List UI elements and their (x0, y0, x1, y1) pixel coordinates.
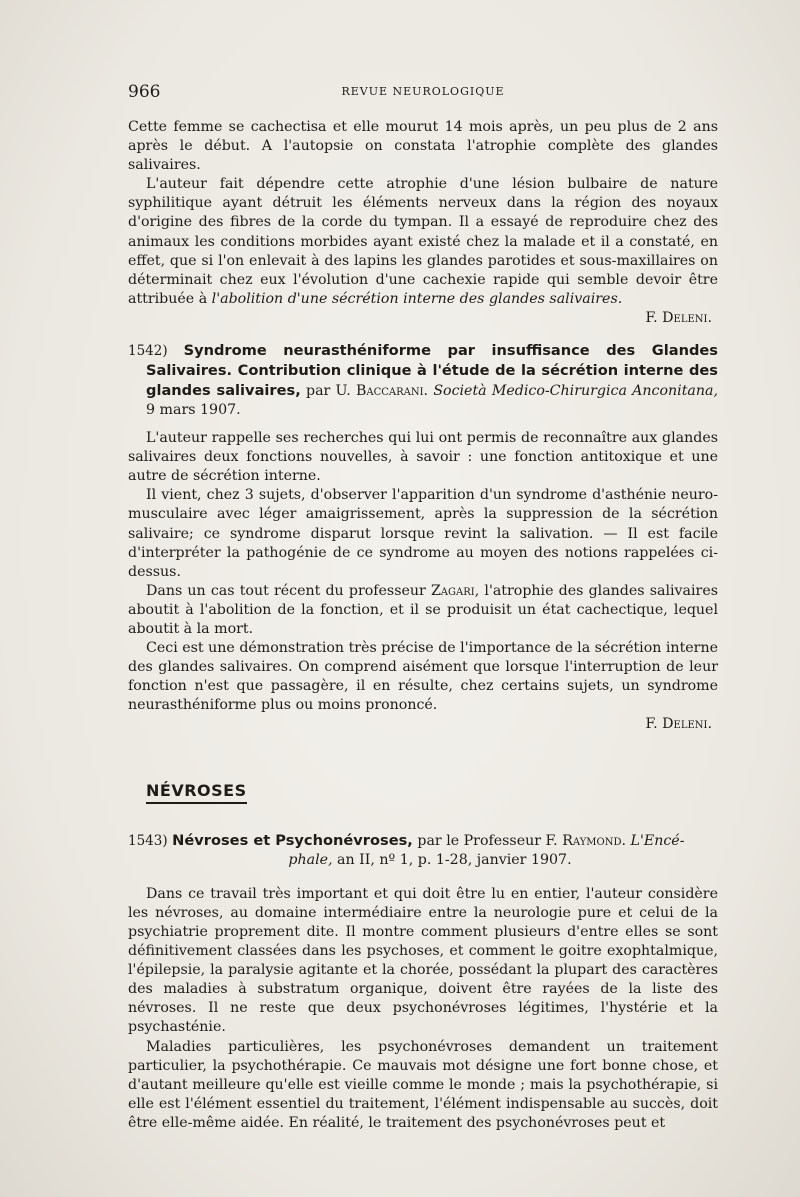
paragraph-text: Il vient, chez 3 sujets, d'observer l'apparition d'un syndrome d'asthénie neuro-musculaire avec léger amaigrissement, après la suppression de la sécrétion salivaire; ce syndrome disparut lorsque revint la salivation. — Il est facile d'interpréter la pathogénie de ce syndrome au moyen des notions rappelées ci-dessus. (128, 487, 718, 580)
entry-number: 1543) (128, 832, 168, 849)
paragraph-text: Dans ce travail très important et qui doit être lu en entier, l'auteur considère les névroses, au domaine intermédiaire entre la neurologie pure et celui de la psychiatrie proprement dite. Il montre comment plusieurs d'entre elles se sont définitivement classées dans les psychoses, et comment le goitre exophtalmique, l'épilepsie, la paralysie agitante et la chorée, possédant la plupart des caractères des maladies à substratum organique, doivent être rayées de la liste des névroses. Il ne reste que deux psychonévroses légitimes, l'hystérie et la psychasténie. (128, 885, 718, 1036)
entry-journal: L'Encé- (630, 832, 685, 849)
entry-title: Syndrome neurasthéniforme par insuffisance des Glandes Salivaires. Contribution clinique à l'étude de la sécrétion interne des glandes salivaires, (146, 342, 718, 400)
paragraph (128, 1038, 718, 1133)
paragraph-text: Dans un cas tout récent du professeur (146, 582, 431, 599)
signature: F. Deleni. (645, 309, 712, 326)
running-head: REVUE NEUROLOGIQUE (341, 85, 505, 98)
paragraph-text: Ceci est une démonstration très précise de l'importance de la sécrétion interne des glandes salivaires. On comprend aisément que lorsque l'interruption de leur fonction n'est que passagère, il en résulte, chez certains sujets, un syndrome neurasthéniforme plus ou moins prononcé. (128, 640, 718, 714)
paragraph (128, 639, 718, 715)
entry-1543 (128, 831, 718, 870)
entry-1542 (128, 341, 718, 420)
italic-phrase: l'abolition d'une sécrétion interne des glandes salivaires. (211, 290, 623, 307)
entry-title: Névroses et Psychonévroses, (172, 831, 413, 849)
page-number: 966 (128, 82, 161, 102)
paragraph (128, 885, 718, 1038)
paragraph-text: L'auteur fait dépendre cette atrophie d'une lésion bulbaire de nature syphilitique ayant détruit les éléments nerveux dans la région des noyaux d'origine des fibres de la corde du tympan. Il a essayé de reproduire chez des animaux les conditions morbides ayant existé chez la malade et il a constaté, en effet, que si l'on enlevait à des lapins les glandes parotides et sous-maxillaires on déterminait chez eux l'évolution d'une cachexie rapide qui semble devoir être attribuée à (128, 176, 718, 307)
section-heading: NÉVROSES (146, 781, 247, 804)
entry-line-2 (128, 851, 718, 870)
paragraph (128, 429, 718, 486)
entry-by: par le Professeur F. (417, 832, 558, 849)
signature: F. Deleni. (645, 716, 712, 733)
person-name: Zagari (430, 582, 475, 599)
entry-number: 1542) (128, 343, 168, 360)
entry-author: Raymond. (562, 832, 627, 849)
paragraph (128, 582, 718, 639)
entry-author: Baccarani. (355, 383, 429, 400)
text-column (128, 118, 718, 1133)
entry-journal-cont: phale, (288, 851, 333, 868)
paragraph-text: Cette femme se cachectisa et elle mourut 14 mois après, un peu plus de 2 ans après le début. A l'autopsie on constata l'atrophie complète des glandes salivaires. (128, 119, 718, 174)
paragraph-text: , l'atrophie des glandes salivaires aboutit à l'abolition de la fonction, et il se produisit un état cachectique, lequel aboutit à la mort. (128, 582, 718, 637)
page-header (128, 82, 718, 106)
paragraph (128, 118, 718, 175)
entry-journal: Società Medico-Chirurgica Anconitana, (433, 383, 718, 400)
paragraph (128, 175, 718, 309)
entry-details: an II, nº 1, p. 1-28, janvier 1907. (337, 851, 572, 868)
entry-date: 9 mars 1907. (146, 402, 241, 419)
paragraph-text: L'auteur rappelle ses recherches qui lui ont permis de reconnaître aux glandes salivaires deux fonctions nouvelles, à savoir : une fonction antitoxique et une autre de sécrétion interne. (128, 430, 718, 485)
entry-by: par U. (305, 383, 351, 400)
paragraph-text: Maladies particulières, les psychonévroses demandent un traitement particulier, la psychothérapie. Ce mauvais mot désigne une fort bonne chose, et d'autant meilleure qu'elle est vieille comme le monde ; mais la psychothérapie, si elle est l'élément essentiel du traitement, l'élément indispensable au succès, doit être elle-même aidée. En réalité, le traitement des psychonévroses peut et (128, 1038, 718, 1131)
paragraph (128, 486, 718, 581)
